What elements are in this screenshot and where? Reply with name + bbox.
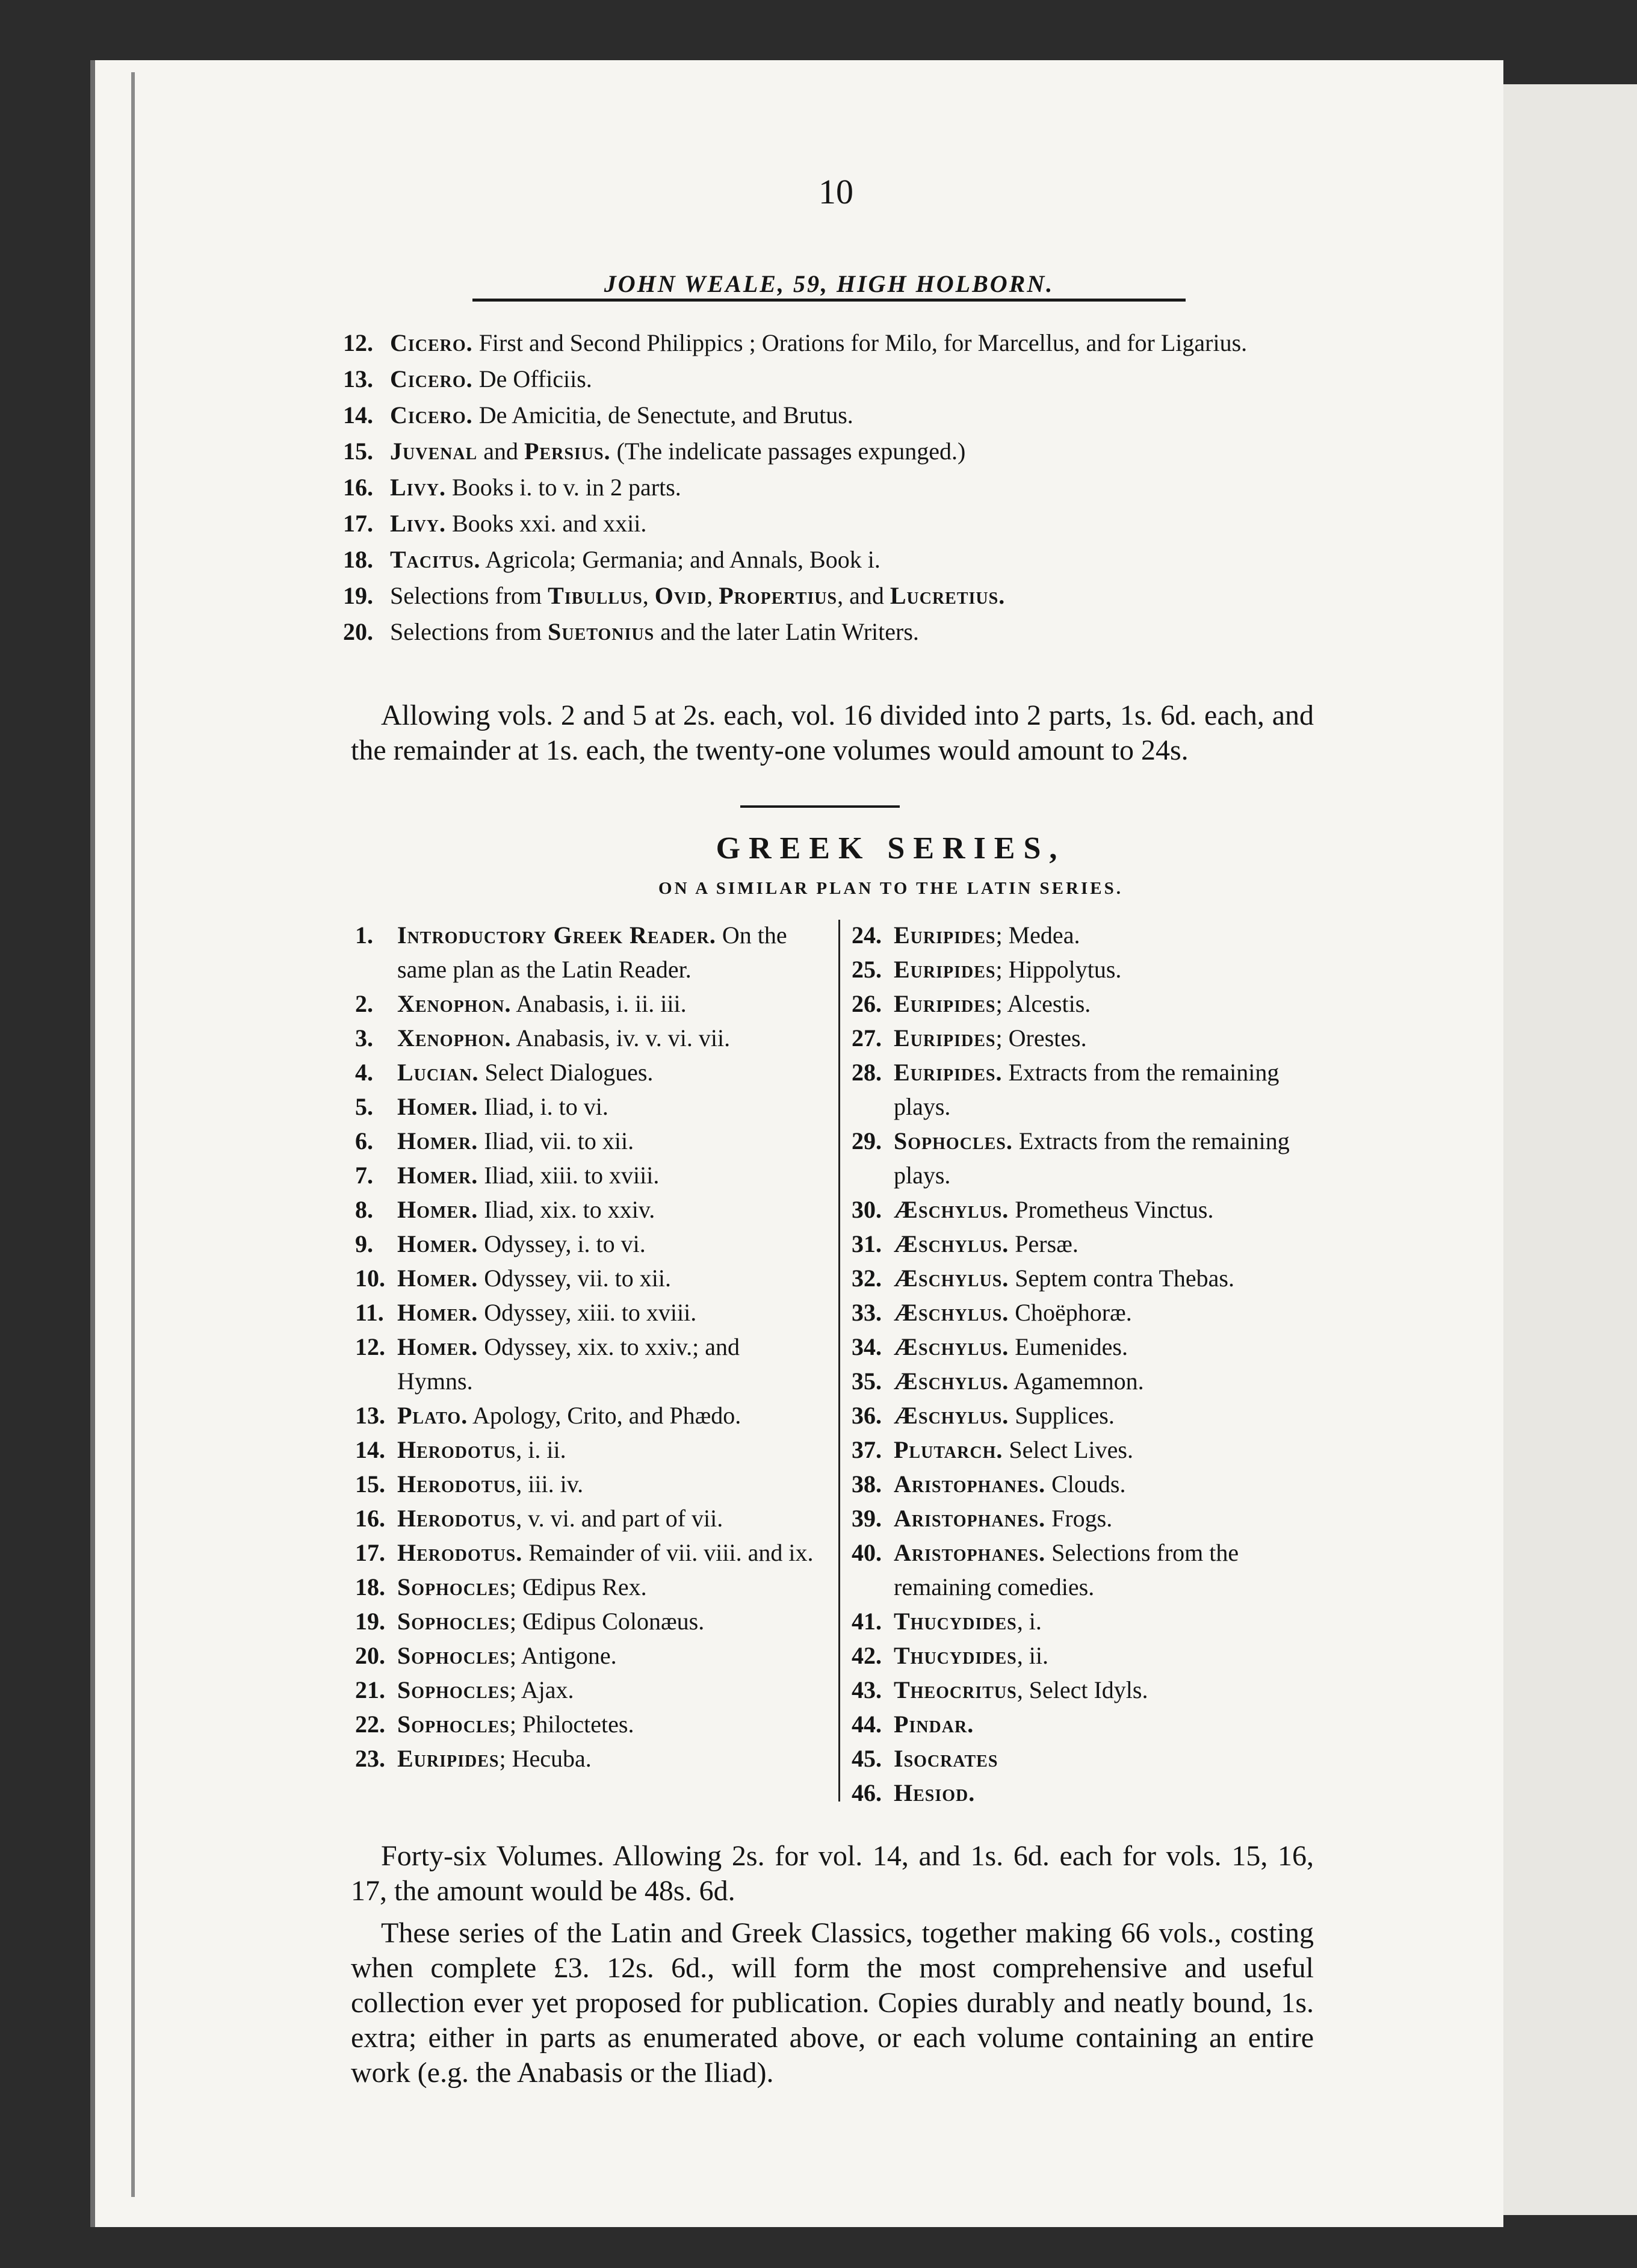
entry-text [894, 1741, 1315, 1776]
entry-number: 27. [852, 1024, 882, 1052]
work-title: , and [837, 582, 890, 609]
greek-entry [852, 1055, 1315, 1124]
author-name: Xenophon. [397, 1024, 512, 1052]
author-name: Homer. [397, 1127, 478, 1154]
entry-number: 5. [355, 1093, 373, 1120]
entry-text [397, 987, 818, 1021]
greek-entry [355, 1398, 818, 1433]
greek-summary: Forty-six Volumes. Allowing 2s. for vol. 14, and 1s. 6d. each for vols. 15, 16, 17, the amount would be 48s. 6d. [351, 1840, 1314, 1907]
entry-text [397, 1638, 818, 1673]
entry-number: 30. [852, 1196, 882, 1223]
entry-number: 34. [852, 1333, 882, 1360]
author-name: Thucydides [894, 1608, 1017, 1635]
work-title: , Select Idyls. [1017, 1676, 1148, 1703]
work-title: ; Orestes. [995, 1024, 1087, 1052]
entry-number: 18. [355, 1573, 385, 1600]
author-name: Lucian. [397, 1059, 479, 1086]
greek-entry [852, 952, 1315, 987]
greek-entry [355, 1707, 818, 1741]
work-title: Frogs. [1045, 1505, 1113, 1532]
author-name: Euripides. [894, 1059, 1003, 1086]
latin-entry [343, 578, 1318, 614]
author-name: Æschylus. [894, 1196, 1009, 1223]
work-title: ; Philoctetes. [509, 1711, 634, 1738]
entry-number: 44. [852, 1711, 882, 1738]
entry-text [397, 1158, 818, 1192]
entry-text [894, 1638, 1315, 1673]
greek-entry [852, 1227, 1315, 1261]
greek-entry [355, 1673, 818, 1707]
work-title: Select Dialogues. [478, 1059, 654, 1086]
author-name: Tacitus. [390, 546, 481, 573]
entry-number: 7. [355, 1162, 373, 1189]
author-name: Livy. [390, 474, 447, 501]
entry-text [397, 1467, 818, 1501]
entry-text [894, 1535, 1315, 1604]
entry-number: 31. [852, 1230, 882, 1257]
greek-entry [355, 987, 818, 1021]
entry-number: 14. [355, 1436, 385, 1463]
author-name: Homer. [397, 1196, 478, 1223]
latin-entry [343, 542, 1318, 578]
entry-text [397, 1501, 818, 1535]
work-title: Prometheus Vinctus. [1009, 1196, 1214, 1223]
work-title: , ii. [1017, 1642, 1048, 1669]
entry-text [397, 1192, 818, 1227]
entry-text [397, 1604, 818, 1638]
entry-number: 16. [343, 474, 373, 501]
work-title: Agricola; Germania; and Annals, Book i. [480, 546, 880, 573]
author-name: Æschylus. [894, 1333, 1009, 1360]
entry-text [397, 1741, 818, 1776]
entry-number: 35. [852, 1368, 882, 1395]
author-name: Æschylus. [894, 1402, 1009, 1429]
work-title: De Amicitia, de Senectute, and Brutus. [472, 401, 853, 429]
work-title: Odyssey, xiii. to xviii. [478, 1299, 697, 1326]
entry-number: 15. [355, 1470, 385, 1498]
greek-entry [852, 1364, 1315, 1398]
entry-text [390, 578, 1318, 614]
work-title: Eumenides. [1009, 1333, 1128, 1360]
work-title: Books i. to v. in 2 parts. [446, 474, 681, 501]
author-name: Herodotus [397, 1436, 516, 1463]
entry-text [390, 397, 1318, 433]
entry-number: 21. [355, 1676, 385, 1703]
entry-text [397, 1398, 818, 1433]
entry-text [894, 1330, 1315, 1364]
greek-entry [355, 1192, 818, 1227]
work-title: Persæ. [1009, 1230, 1078, 1257]
column-divider [838, 920, 840, 1802]
author-name: Euripides [894, 956, 996, 983]
entry-text [894, 1364, 1315, 1398]
greek-entry [852, 1330, 1315, 1364]
work-title: and [477, 438, 524, 465]
facing-page-edge [1499, 84, 1637, 2215]
entry-text [894, 1501, 1315, 1535]
work-title: Extracts from the remaining plays. [894, 1127, 1290, 1189]
entry-number: 9. [355, 1230, 373, 1257]
greek-entry [355, 1638, 818, 1673]
author-name: Homer. [397, 1299, 478, 1326]
author-name: Homer. [397, 1162, 478, 1189]
entry-number: 4. [355, 1059, 373, 1086]
work-title: ; Ajax. [509, 1676, 574, 1703]
latin-entry [343, 361, 1318, 397]
greek-entry [355, 1295, 818, 1330]
entry-text [397, 1124, 818, 1158]
author-name: Persius. [524, 438, 611, 465]
greek-list-right [852, 918, 1315, 1810]
greek-entry [355, 1570, 818, 1604]
entry-number: 37. [852, 1436, 882, 1463]
entry-number: 45. [852, 1745, 882, 1772]
work-title: Apology, Crito, and Phædo. [468, 1402, 741, 1429]
work-title: Septem contra Thebas. [1009, 1265, 1234, 1292]
work-title: Anabasis, iv. v. vi. vii. [511, 1024, 731, 1052]
work-title: Supplices. [1009, 1402, 1115, 1429]
author-name: Aristophanes. [894, 1539, 1046, 1566]
work-title: ; Œdipus Colonæus. [509, 1608, 705, 1635]
entry-text [397, 1330, 818, 1398]
entry-number: 1. [355, 922, 373, 949]
entry-number: 6. [355, 1127, 373, 1154]
author-name: Æschylus. [894, 1299, 1009, 1326]
greek-entry [852, 1021, 1315, 1055]
entry-number: 3. [355, 1024, 373, 1052]
work-title: (The indelicate passages expunged.) [610, 438, 966, 465]
latin-entry [343, 325, 1318, 361]
entry-text [397, 1055, 818, 1089]
entry-number: 32. [852, 1265, 882, 1292]
entry-number: 41. [852, 1608, 882, 1635]
work-title: Selections from [390, 582, 548, 609]
entry-text [397, 1295, 818, 1330]
work-title: Iliad, xiii. to xviii. [478, 1162, 660, 1189]
author-name: Ovid [654, 582, 707, 609]
entry-number: 39. [852, 1505, 882, 1532]
work-title: Odyssey, vii. to xii. [478, 1265, 671, 1292]
latin-entry [343, 469, 1318, 506]
closing-paragraph: These series of the Latin and Greek Classics, together making 66 vols., costing when complete £3. 12s. 6d., will form the most comprehensive and useful collection ever yet proposed for publication. Copies durably and neatly bound, 1s. extra; either in parts as enumerated above, or each volume containing an entire work (e.g. the Anabasis or the Iliad). [351, 1917, 1314, 2089]
greek-entry [852, 1673, 1315, 1707]
work-title: ; Hecuba. [499, 1745, 592, 1772]
entry-text [894, 1124, 1315, 1192]
entry-number: 15. [343, 438, 373, 465]
author-name: Lucretius. [890, 582, 1006, 609]
author-name: Aristophanes. [894, 1470, 1046, 1498]
entry-text [397, 1673, 818, 1707]
running-head: JOHN WEALE, 59, HIGH HOLBORN. [604, 270, 1054, 297]
entry-number: 22. [355, 1711, 385, 1738]
entry-number: 19. [355, 1608, 385, 1635]
entry-number: 29. [852, 1127, 882, 1154]
greek-entry [852, 1433, 1315, 1467]
latin-entry [343, 506, 1318, 542]
entry-text [894, 1707, 1315, 1741]
greek-entry [355, 1055, 818, 1089]
entry-text [894, 1227, 1315, 1261]
entry-number: 36. [852, 1402, 882, 1429]
latin-series-list [343, 325, 1318, 650]
author-name: Homer. [397, 1265, 478, 1292]
greek-entry [852, 1707, 1315, 1741]
entry-text [397, 1535, 818, 1570]
work-title: Iliad, vii. to xii. [478, 1127, 634, 1154]
greek-entry [852, 1501, 1315, 1535]
entry-number: 11. [355, 1299, 384, 1326]
entry-number: 19. [343, 582, 373, 609]
greek-entry [852, 987, 1315, 1021]
greek-entry [355, 1261, 818, 1295]
greek-entry [355, 1124, 818, 1158]
greek-entry [852, 1295, 1315, 1330]
work-title: Choëphoræ. [1009, 1299, 1132, 1326]
author-name: Plato. [397, 1402, 468, 1429]
entry-number: 14. [343, 401, 373, 429]
entry-number: 17. [343, 510, 373, 537]
author-name: Sophocles [397, 1608, 510, 1635]
author-name: Æschylus. [894, 1368, 1009, 1395]
greek-entry [355, 918, 818, 987]
greek-entry [852, 918, 1315, 952]
author-name: Livy. [390, 510, 447, 537]
entry-text [894, 1295, 1315, 1330]
entry-text [894, 918, 1315, 952]
latin-summary: Allowing vols. 2 and 5 at 2s. each, vol. 16 divided into 2 parts, 1s. 6d. each, and the remainder at 1s. each, the twenty-one volumes would amount to 24s. [351, 699, 1314, 766]
entry-number: 8. [355, 1196, 373, 1223]
greek-entry [355, 1089, 818, 1124]
entry-number: 23. [355, 1745, 385, 1772]
entry-text [397, 1570, 818, 1604]
author-name: Æschylus. [894, 1230, 1009, 1257]
author-name: Isocrates [894, 1745, 998, 1772]
entry-text [894, 1055, 1315, 1124]
latin-entry [343, 614, 1318, 650]
author-name: Homer. [397, 1333, 478, 1360]
entry-number: 43. [852, 1676, 882, 1703]
entry-number: 40. [852, 1539, 882, 1566]
work-title: Books xxi. and xxii. [446, 510, 647, 537]
entry-text [894, 1398, 1315, 1433]
work-title: Remainder of vii. viii. and ix. [522, 1539, 814, 1566]
work-title: Agamemnon. [1009, 1368, 1144, 1395]
author-name: Herodotus [397, 1470, 516, 1498]
entry-text [894, 952, 1315, 987]
work-title: Iliad, xix. to xxiv. [478, 1196, 655, 1223]
work-title: Odyssey, i. to vi. [478, 1230, 646, 1257]
greek-entry [852, 1192, 1315, 1227]
entry-number: 10. [355, 1265, 385, 1292]
work-title: ; Œdipus Rex. [509, 1573, 647, 1600]
work-title: ; Hippolytus. [995, 956, 1122, 983]
work-title: Iliad, i. to vi. [478, 1093, 608, 1120]
entry-number: 46. [852, 1779, 882, 1806]
greek-entry [355, 1741, 818, 1776]
greek-entry [355, 1604, 818, 1638]
entry-number: 26. [852, 990, 882, 1017]
page-number: 10 [818, 172, 853, 211]
author-name: Herodotus. [397, 1539, 523, 1566]
entry-text [390, 433, 1318, 469]
author-name: Xenophon. [397, 990, 512, 1017]
work-title: De Officiis. [472, 365, 592, 392]
greek-entry [355, 1158, 818, 1192]
section-divider [740, 805, 900, 808]
entry-number: 20. [343, 618, 373, 645]
author-name: Euripides [894, 922, 996, 949]
greek-list-left [355, 918, 818, 1776]
work-title: Select Lives. [1003, 1436, 1133, 1463]
entry-text [894, 1433, 1315, 1467]
work-title: ; Alcestis. [995, 990, 1091, 1017]
work-title: On the same plan as the Latin Reader. [397, 922, 787, 983]
greek-subheading: ON A SIMILAR PLAN TO THE LATIN SERIES. [658, 879, 1123, 898]
entry-number: 16. [355, 1505, 385, 1532]
entry-text [397, 1707, 818, 1741]
author-name: Pindar. [894, 1711, 974, 1738]
entry-text [397, 1089, 818, 1124]
head-rule [472, 299, 1186, 302]
latin-entry [343, 397, 1318, 433]
author-name: Homer. [397, 1093, 478, 1120]
author-name: Introductory Greek Reader. [397, 922, 716, 949]
entry-text [397, 1021, 818, 1055]
author-name: Aristophanes. [894, 1505, 1046, 1532]
author-name: Homer. [397, 1230, 478, 1257]
author-name: Sophocles [397, 1676, 510, 1703]
author-name: Propertius [719, 582, 838, 609]
entry-text [894, 1776, 1315, 1810]
entry-number: 25. [852, 956, 882, 983]
author-name: Euripides [894, 990, 996, 1017]
greek-entry [355, 1467, 818, 1501]
entry-number: 20. [355, 1642, 385, 1669]
entry-number: 12. [343, 329, 373, 356]
entry-text [397, 1433, 818, 1467]
author-name: Hesiod. [894, 1779, 976, 1806]
entry-text [397, 1261, 818, 1295]
entry-text [390, 325, 1318, 361]
greek-heading: GREEK SERIES, [716, 831, 1066, 866]
entry-number: 28. [852, 1059, 882, 1086]
work-title: , i. ii. [516, 1436, 566, 1463]
greek-entry [852, 1741, 1315, 1776]
entry-text [894, 987, 1315, 1021]
work-title: ; Medea. [995, 922, 1080, 949]
gutter-rule [131, 72, 135, 2197]
entry-text [390, 614, 1318, 650]
entry-number: 12. [355, 1333, 385, 1360]
author-name: Theocritus [894, 1676, 1017, 1703]
work-title: , iii. iv. [516, 1470, 584, 1498]
entry-number: 38. [852, 1470, 882, 1498]
author-name: Thucydides [894, 1642, 1017, 1669]
entry-text [390, 506, 1318, 542]
author-name: Euripides [894, 1024, 996, 1052]
greek-entry [355, 1330, 818, 1398]
author-name: Herodotus [397, 1505, 516, 1532]
author-name: Sophocles. [894, 1127, 1013, 1154]
entry-text [397, 918, 818, 987]
entry-number: 17. [355, 1539, 385, 1566]
greek-entry [852, 1124, 1315, 1192]
greek-entry [355, 1021, 818, 1055]
greek-entry [355, 1501, 818, 1535]
entry-number: 24. [852, 922, 882, 949]
author-name: Cicero. [390, 365, 473, 392]
work-title: Anabasis, i. ii. iii. [511, 990, 687, 1017]
greek-entry [355, 1535, 818, 1570]
author-name: Sophocles [397, 1642, 510, 1669]
entry-number: 2. [355, 990, 373, 1017]
author-name: Cicero. [390, 329, 473, 356]
entry-text [894, 1604, 1315, 1638]
greek-entry [355, 1227, 818, 1261]
author-name: Æschylus. [894, 1265, 1009, 1292]
work-title: , [707, 582, 719, 609]
work-title: ; Antigone. [509, 1642, 617, 1669]
greek-entry [355, 1433, 818, 1467]
greek-entry [852, 1776, 1315, 1810]
author-name: Plutarch. [894, 1436, 1003, 1463]
entry-text [390, 361, 1318, 397]
work-title: Extracts from the remaining plays. [894, 1059, 1280, 1120]
author-name: Juvenal [390, 438, 478, 465]
work-title: and the later Latin Writers. [654, 618, 919, 645]
work-title: , [642, 582, 655, 609]
author-name: Sophocles [397, 1711, 510, 1738]
entry-text [894, 1021, 1315, 1055]
greek-entry [852, 1638, 1315, 1673]
author-name: Cicero. [390, 401, 473, 429]
work-title: , i. [1017, 1608, 1042, 1635]
entry-text [894, 1673, 1315, 1707]
entry-text [390, 542, 1318, 578]
author-name: Euripides [397, 1745, 500, 1772]
entry-number: 13. [355, 1402, 385, 1429]
work-title: Selections from the remaining comedies. [894, 1539, 1239, 1600]
entry-text [894, 1192, 1315, 1227]
work-title: Odyssey, xix. to xxiv.; and Hymns. [397, 1333, 740, 1395]
entry-text [397, 1227, 818, 1261]
work-title: First and Second Philippics ; Orations for Milo, for Marcellus, and for Ligarius. [472, 329, 1248, 356]
author-name: Tibullus [548, 582, 643, 609]
work-title: Clouds. [1045, 1470, 1126, 1498]
entry-number: 13. [343, 365, 373, 392]
entry-number: 42. [852, 1642, 882, 1669]
greek-entry [852, 1467, 1315, 1501]
latin-entry [343, 433, 1318, 469]
work-title: Selections from [390, 618, 548, 645]
greek-entry [852, 1535, 1315, 1604]
entry-number: 33. [852, 1299, 882, 1326]
entry-number: 18. [343, 546, 373, 573]
greek-entry [852, 1604, 1315, 1638]
author-name: Sophocles [397, 1573, 510, 1600]
entry-text [390, 469, 1318, 506]
work-title: , v. vi. and part of vii. [516, 1505, 723, 1532]
greek-entry [852, 1398, 1315, 1433]
author-name: Suetonius [548, 618, 655, 645]
entry-text [894, 1261, 1315, 1295]
greek-entry [852, 1261, 1315, 1295]
entry-text [894, 1467, 1315, 1501]
